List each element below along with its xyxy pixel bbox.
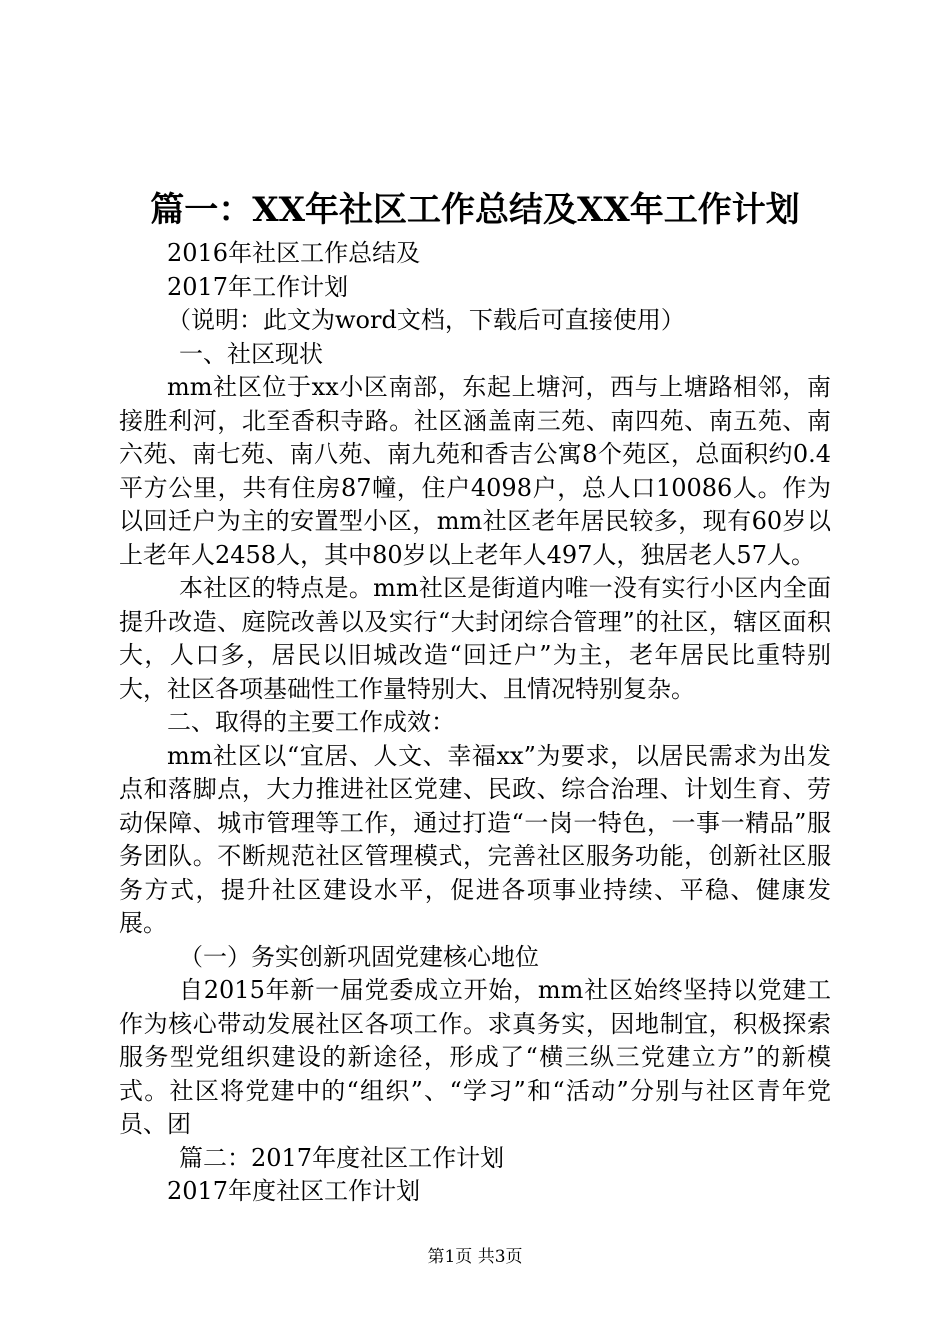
paragraph: 本社区的特点是。mm社区是街道内唯一没有实行小区内全面提升改造、庭院改善以及实行“大封闭综合管理”的社区，辖区面积大，人口多，居民以旧城改造“回迁户”为主，老年居民比重特别大，社区各项基础性工作量特别大、且情况特别复杂。 — [119, 574, 831, 703]
paragraph: 2017年度社区工作计划 — [167, 1177, 421, 1205]
section-heading: 一、社区现状 — [179, 339, 323, 368]
sub-heading: （一）务实创新巩固党建核心地位 — [179, 942, 539, 971]
paragraph: 自2015年新一届党委成立开始，mm社区始终坚持以党建工作为核心带动发展社区各项工作。求真务实，因地制宜，积极探索服务型党组织建设的新途径，形成了“横三纵三党建立方”的新模式。社区将党建中的“组织”、“学习”和“活动”分别与社区青年党员、团 — [119, 976, 831, 1138]
section-heading: 二、取得的主要工作成效： — [167, 708, 455, 736]
paragraph: 2017年工作计划 — [167, 272, 349, 301]
document-title: 篇一：XX年社区工作总结及XX年工作计划 — [150, 190, 800, 230]
document-body — [119, 237, 831, 1209]
page-footer: 第1页 共3页 — [427, 1247, 523, 1267]
section-heading: 篇二：2017年度社区工作计划 — [179, 1143, 505, 1172]
paragraph: （说明：此文为word文档，下载后可直接使用） — [167, 306, 685, 334]
paragraph: 2016年社区工作总结及 — [167, 239, 421, 267]
paragraph: mm社区以“宜居、人文、幸福xx”为要求，以居民需求为出发点和落脚点，大力推进社区党建、民政、综合治理、计划生育、劳动保障、城市管理等工作，通过打造“一岗一特色，一事一精品”服务团队。不断规范社区管理模式，完善社区服务功能，创新社区服务方式，提升社区建设水平，促进各项事业持续、平稳、健康发展。 — [119, 741, 831, 937]
paragraph: mm社区位于xx小区南部，东起上塘河，西与上塘路相邻，南接胜利河，北至香积寺路。社区涵盖南三苑、南四苑、南五苑、南六苑、南七苑、南八苑、南九苑和香吉公寓8个苑区，总面积约0.4平方公里，共有住房87幢，住户4098户，总人口10086人。作为以回迁户为主的安置型小区，mm社区老年居民较多，现有60岁以上老年人2458人，其中80岁以上老年人497人，独居老人57人。 — [119, 373, 831, 569]
